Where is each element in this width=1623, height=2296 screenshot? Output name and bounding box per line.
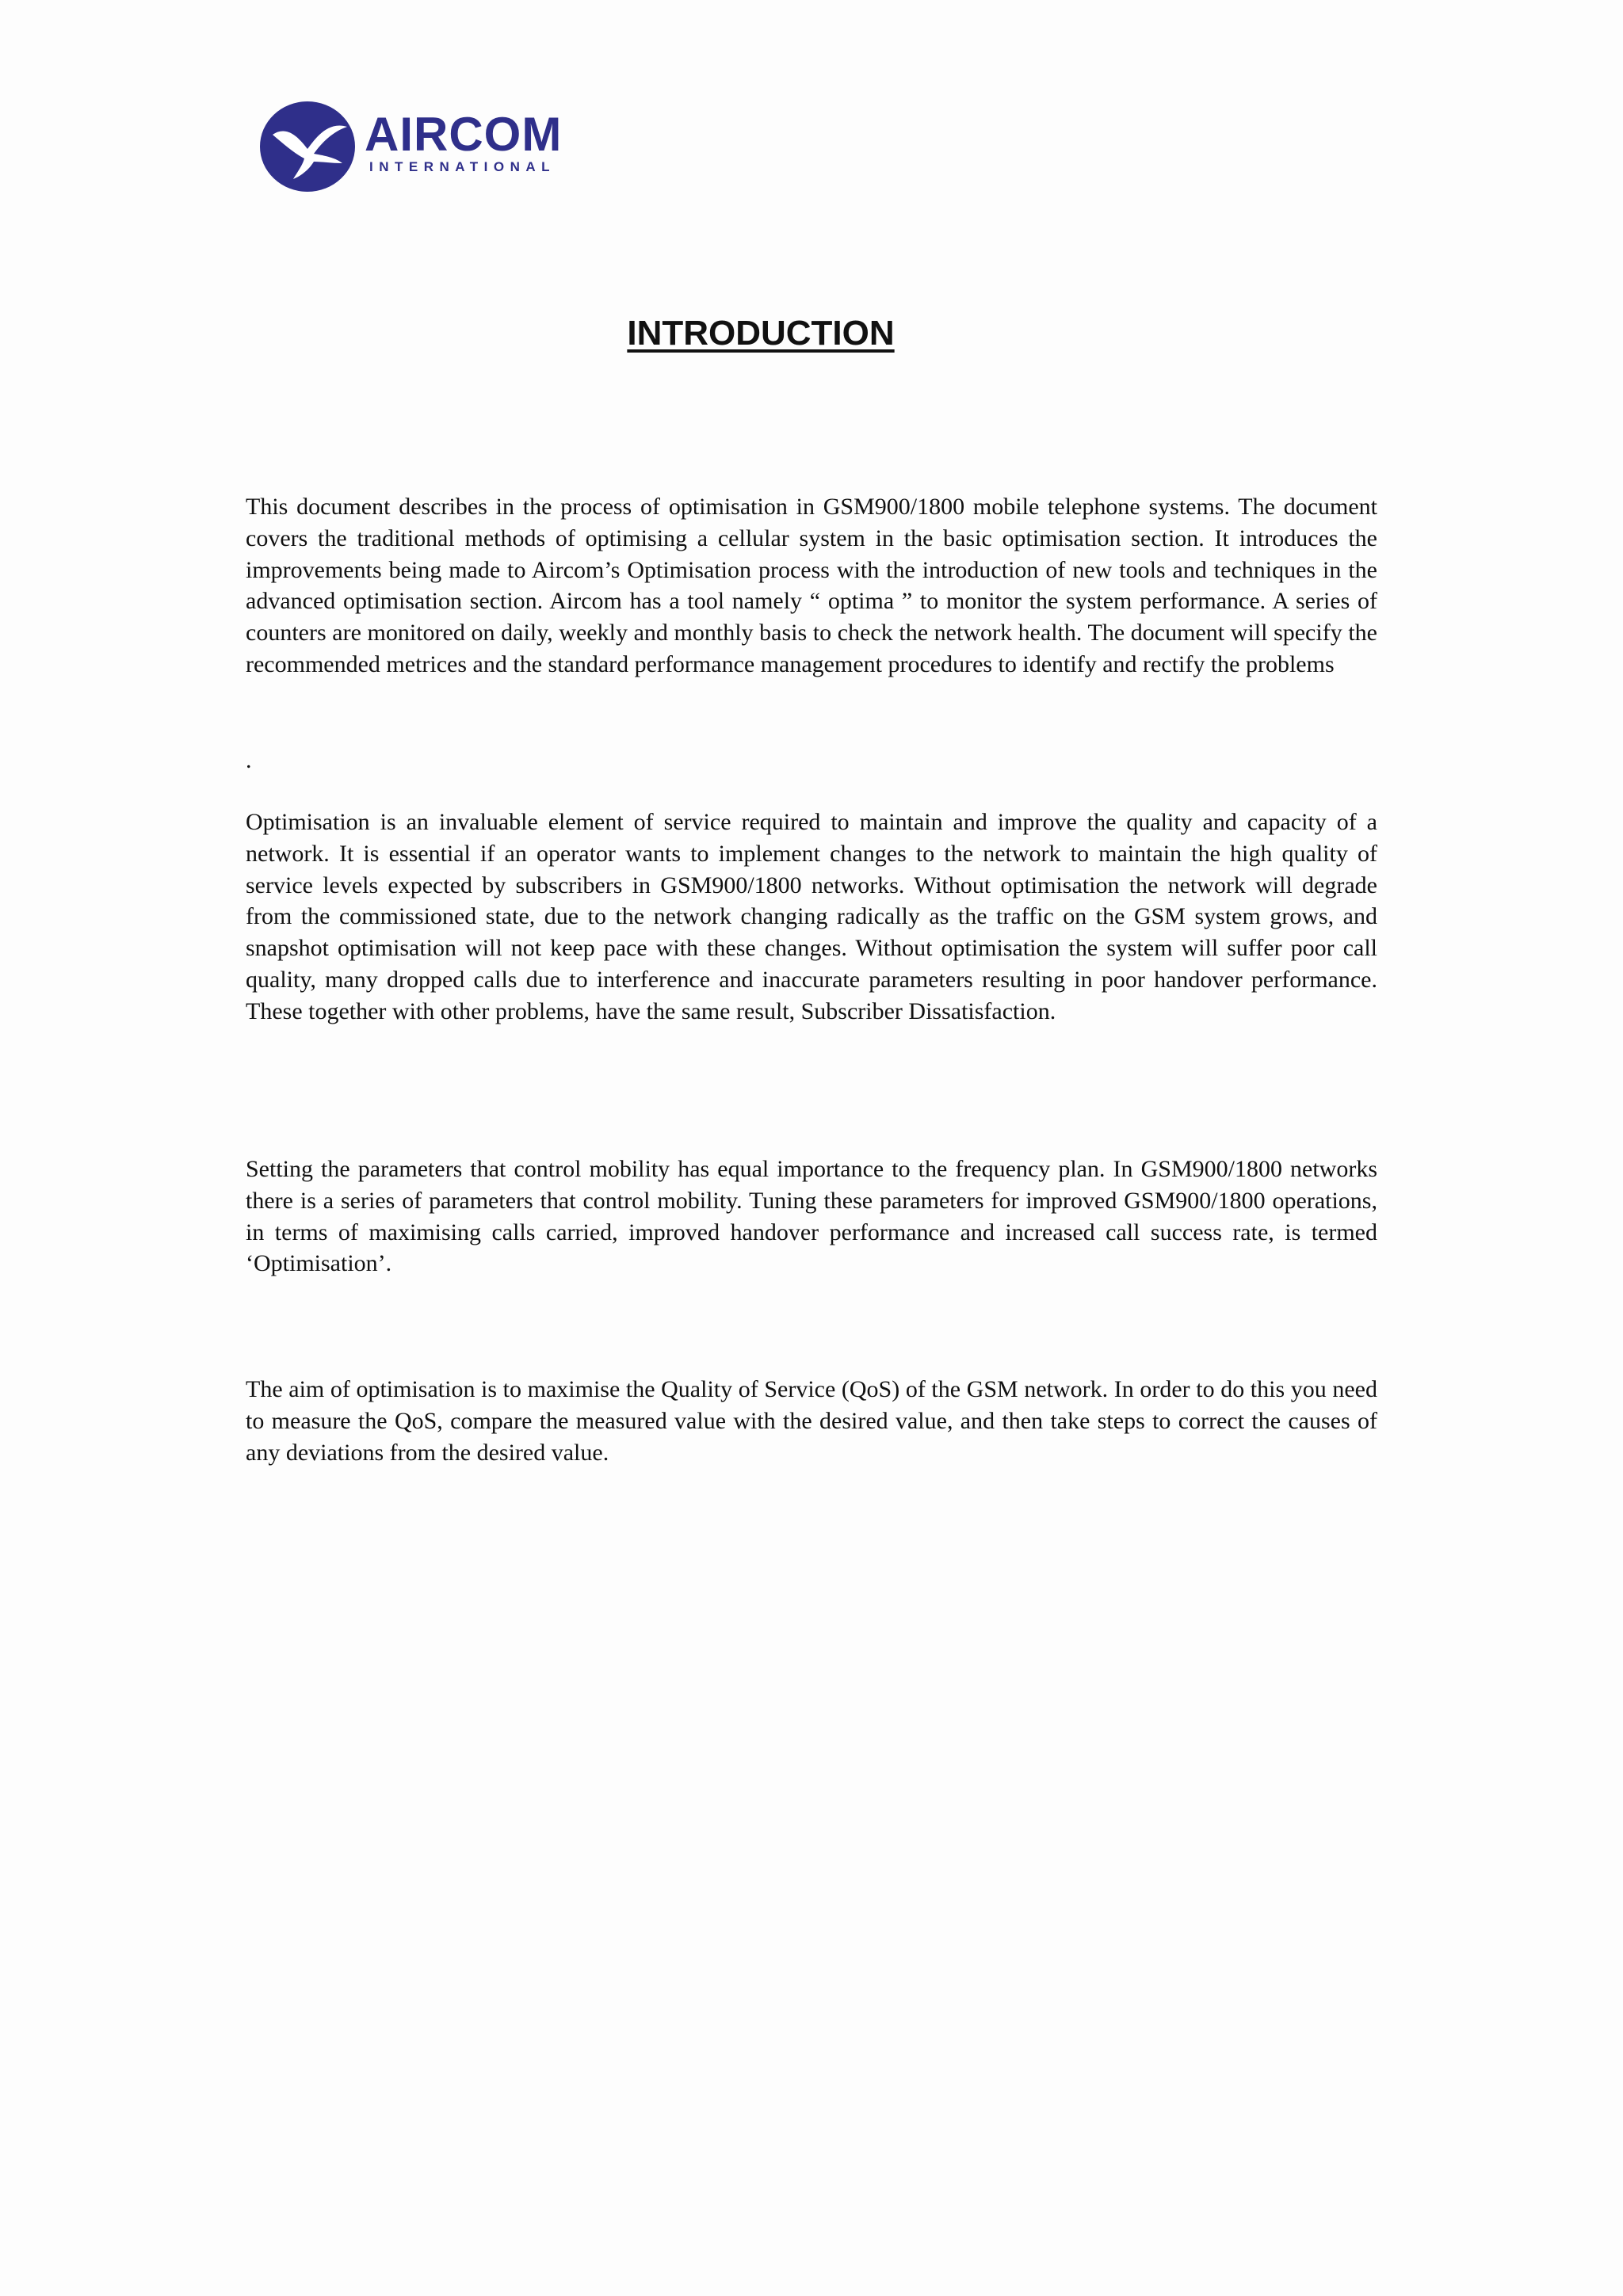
stray-period: . [246, 747, 252, 773]
paragraph-overview: This document describes in the process of optimisation in GSM900/1800 mobile telephone systems. The document covers the traditional methods of optimising a cellular system in the basic optimisation section. It introduces the improvements being made to Aircom’s Optimisation process with the introduction of new tools and techniques in the advanced optimisation section. Aircom has a tool namely “ optima ” to monitor the system performance. A series of counters are monitored on daily, weekly and monthly basis to check the network health. The document will specify the recommended metrices and the standard performance management procedures to identify and rectify the problems [246, 494, 1377, 677]
logo-tagline: INTERNATIONAL [369, 159, 556, 174]
paragraph-aim-of-optimisation: The aim of optimisation is to maximise the Quality of Service (QoS) of the GSM network. In order to do this you need to measure the QoS, compare the measured value with the desired value, and then take steps to correct the causes of any deviations from the desired value. [246, 1376, 1377, 1466]
bird-logo-icon [258, 100, 357, 193]
paragraph-value-of-optimisation: Optimisation is an invaluable element of service required to maintain and improve the quality and capacity of a network. It is essential if an operator wants to implement changes to the network to maintain the high quality of service levels expected by subscribers in GSM900/1800 networks. Without optimisation the network will degrade from the commissioned state, due to the network changing radically as the traffic on the GSM system grows, and snapshot optimisation will not keep pace with these changes. Without optimisation the system will suffer poor call quality, many dropped calls due to interference and inaccurate parameters resulting in poor handover performance. These together with other problems, have the same result, Subscriber Dissatisfaction. [246, 809, 1377, 1024]
logo-wordmark: AIRCOM [365, 108, 563, 161]
paragraph-mobility-parameters: Setting the parameters that control mobility has equal importance to the frequency plan. In GSM900/1800 networks there is a series of parameters that control mobility. Tuning these parameters for improved GSM900/1800 operations, in terms of maximising calls carried, improved handover performance and increased call success rate, is termed ‘Optimisation’. [246, 1156, 1377, 1277]
page-title: INTRODUCTION [627, 314, 895, 353]
company-logo [254, 95, 586, 198]
